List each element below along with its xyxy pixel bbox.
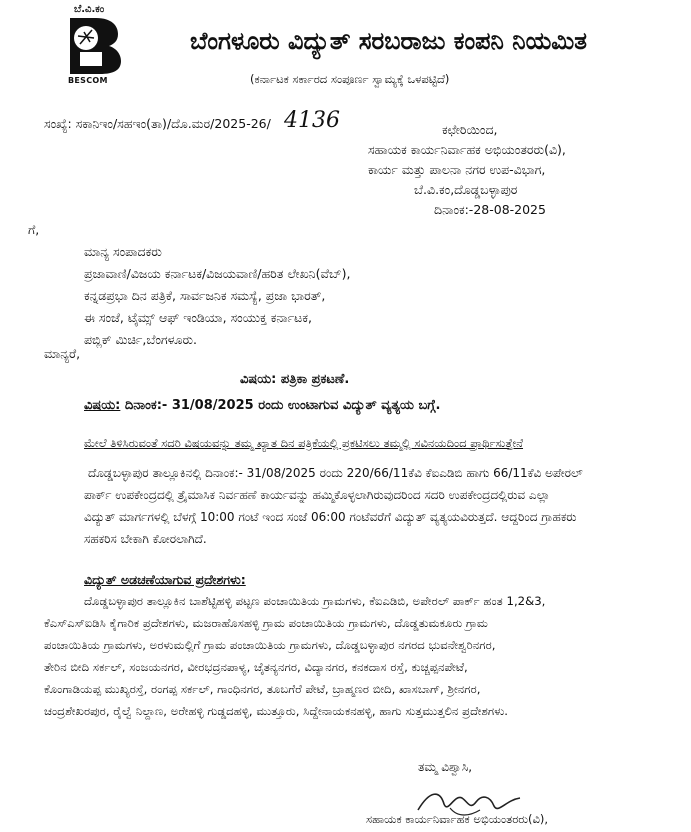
salutation: ಮಾನ್ಯರೆ, [44,346,81,361]
subject-keyword: ವಿಷಯ: [84,398,121,413]
area-line: ತೇರಿನ ಬೀದಿ ಸರ್ಕಲ್, ಸಂಜಯನಗರ, ವೀರಭದ್ರನಪಾಳ್ಯ, ಚೈತನ್ಯನಗರ, ವಿದ್ಯಾನಗರ, ಕನಕದಾಸ ರಸ್ತೆ, ಕುಚ್ಚಪ್ಪನಪೇಟೆ, [44,660,468,674]
body-line: ದೊಡ್ಡಬಳ್ಳಾಪುರ ತಾಲ್ಲೂಕಿನಲ್ಲಿ ದಿನಾಂಕ:- 31/08/2025 ರಂದು 220/66/11ಕೆವಿ ಕೆಐಎಡಿಬಿ ಹಾಗು 66/11ಕೆವಿ ಅಪೇರಲ್ [88,466,583,480]
address-line: ಮಾನ್ಯ ಸಂಪಾದಕರು [84,244,162,259]
address-line: ಈ ಸಂಜೆ, ಟೈಮ್ಸ್ ಆಫ್ ಇಂಡಿಯಾ, ಸಂಯುಕ್ತ ಕರ್ನಾಟಕ, [84,310,312,325]
areas-heading: ವಿದ್ಯುತ್ ಅಡಚಣೆಯಾಗುವ ಪ್ರದೇಶಗಳು: [84,572,246,587]
areas-list [44,594,674,726]
from-date: ದಿನಾಂಕ:-28-08-2025 [434,202,546,217]
address-block [84,244,350,354]
body-line: ವಿದ್ಯುತ್ ಮಾರ್ಗಗಳಲ್ಲಿ ಬೆಳಗ್ಗೆ 10:00 ಗಂಟೆ ಇಂದ ಸಂಜೆ 06:00 ಗಂಟೆವರೆಗೆ ವಿದ್ಯುತ್ ವ್ಯತ್ಯಯವಿರುತ್ತದೆ. ಆದ್ದರಿಂದ ಗ್ರಾಹಕರು [84,510,577,524]
from-block [368,122,566,222]
subject-text: ದಿನಾಂಕ:- 31/08/2025 ರಂದು ಉಂಟಾಗುವ ವಿದ್ಯುತ್ ವ್ಯತ್ಯಯ ಬಗ್ಗೆ. [120,398,441,413]
signatory-title: ಸಹಾಯಕ ಕಾರ್ಯನಿರ್ವಾಹಕ ಅಭಿಯಂತರರು(ವಿ), [366,812,549,826]
body-line: ಸಹಕರಿಸ ಬೇಕಾಗಿ ಕೋರಲಾಗಿದೆ. [84,532,207,546]
logo-bottom-text: BESCOM [68,76,108,85]
company-subtitle: (ಕರ್ನಾಟಕ ಸರ್ಕಾರದ ಸಂಪೂರ್ಣ ಸ್ವಾಮ್ಯಕ್ಕೆ ಒಳಪಟ್ಟಿದೆ) [250,72,450,86]
subject-heading: ವಿಷಯ: ಪತ್ರಿಕಾ ಪ್ರಕಟಣೆ. [240,372,350,387]
address-line: ಪ್ರಜಾವಾಣಿ/ವಿಜಯ ಕರ್ನಾಟಕ/ವಿಜಯವಾಣಿ/ಹರಿತ ಲೇಖನಿ(ವೆಬ್), [84,266,351,281]
closing-text: ತಮ್ಮ ವಿಶ್ವಾಸಿ, [418,760,473,774]
reference-label: ಸಂಖ್ಯೆ: ಸಕಾನಿಇಂ/ಸಹಇಂ(ತಾ)/ದೊ.ಮರ/2025-26/ [44,116,271,131]
company-name: ಬೆಂಗಳೂರು ವಿದ್ಯುತ್ ಸರಬರಾಜು ಕಂಪನಿ ನಿಯಮಿತ [190,27,587,55]
from-line: ಕಾರ್ಯ ಮತ್ತು ಪಾಲನಾ ನಗರ ಉಪ-ವಿಭಾಗ, [368,162,546,177]
subject-line [84,398,441,413]
body-paragraph [84,466,664,554]
to-label: ಗೆ, [28,222,40,237]
bescom-logo-icon [64,14,124,76]
area-line: ಪಂಚಾಯಿತಿಯ ಗ್ರಾಮಗಳು, ಅರಳುಮಲ್ಲಿಗೆ ಗ್ರಾಮ ಪಂಚಾಯಿತಿಯ ಗ್ರಾಮಗಳು, ದೊಡ್ಡಬಳ್ಳಾಪುರ ನಗರದ ಭುವನೇಶ್ವರಿನಗರ, [44,638,496,652]
area-line: ಕೆಎಸ್ಎಸ್ಐಡಿಸಿ ಕೈಗಾರಿಕ ಪ್ರದೇಶಗಳು, ಮಜರಾಹೊಸಹಳ್ಳಿ ಗ್ರಾಮ ಪಂಚಾಯಿತಿಯ ಗ್ರಾಮಗಳು, ದೊಡ್ಡತುಮಕೂರು ಗ್ರಾಮ [44,616,489,630]
address-line: ಕನ್ನಡಪ್ರಭಾ ದಿನ ಪತ್ರಿಕೆ, ಸಾರ್ವಜನಿಕ ಸಮಸ್ಯೆ, ಪ್ರಜಾ ಭಾರತ್, [84,288,326,303]
address-line: ಪಬ್ಲಿಕ್ ಮಿರ್ಚಿ,ಬೆಂಗಳೂರು. [84,332,198,347]
request-line: ಮೇಲೆ ತಿಳಿಸಿರುವಂತೆ ಸದರಿ ವಿಷಯವನ್ನು ತಮ್ಮ ಖ್ಯಾತ ದಿನ ಪತ್ರಿಕೆಯಲ್ಲಿ ಪ್ರಕಟಿಸಲು ತಮ್ಮಲ್ಲಿ ಸವಿನಯದಿಂದ ಪ್ರಾರ್ಥಿಸುತ್ತೇನೆ [84,436,524,450]
logo-top-text: ಬೆ.ವಿ.ಕಂ [74,4,105,15]
area-line: ಕೊಂಗಾಡಿಯಪ್ಪ ಮುಖ್ಯರಸ್ತೆ, ರಂಗಪ್ಪ ಸರ್ಕಲ್, ಗಾಂಧಿನಗರ, ತೂಬಗೆರೆ ಪೇಟೆ, ಬ್ರಾಹ್ಮಣರ ಬೀದಿ, ಖಾಸಬಾಗ್, ಶ್ರೀನಗರ, [44,682,481,696]
body-line: ಪಾರ್ಕ್ ಉಪಕೇಂದ್ರದಲ್ಲಿ ತ್ರೈಮಾಸಿಕ ನಿರ್ವಹಣೆ ಕಾರ್ಯವನ್ನು ಹಮ್ಮಿಕೊಳ್ಳಲಾಗಿರುವುದರಿಂದ ಸದರಿ ಉಪಕೇಂದ್ರದಲ್ಲಿರುವ ಎಲ್ಲಾ [84,488,551,502]
from-line: ಸಹಾಯಕ ಕಾರ್ಯನಿರ್ವಾಹಕ ಅಭಿಯಂತರರು(ವಿ), [368,142,566,157]
from-line: ಬೆ.ವಿ.ಕಂ,ದೊಡ್ಡಬಳ್ಳಾಪುರ [414,182,518,197]
reference-number: 4136 [284,108,340,133]
area-line: ಚಂದ್ರಶೇಖರಪುರ, ರೈಲ್ವೆ ನಿಲ್ದಾಣ, ಅರೇಹಳ್ಳಿ ಗುಡ್ಡದಹಳ್ಳಿ, ಮುತ್ತೂರು, ಸಿದ್ದೇನಾಯಕನಹಳ್ಳಿ, ಹಾಗು ಸುತ್ತಮುತ್ತಲಿನ ಪ್ರದೇಶಗಳು. [44,704,509,718]
area-line: ದೊಡ್ಡಬಳ್ಳಾಪುರ ತಾಲ್ಲೂಕಿನ ಬಾಶೆಟ್ಟಿಹಳ್ಳಿ ಪಟ್ಟಣ ಪಂಚಾಯಿತಿಯ ಗ್ರಾಮಗಳು, ಕೆಐಎಡಿಬಿ, ಅಪೇರಲ್ ಪಾರ್ಕ್ ಹಂತ 1,2&3, [84,594,546,608]
from-line: ಕಛೇರಿಯಿಂದ, [442,122,498,137]
